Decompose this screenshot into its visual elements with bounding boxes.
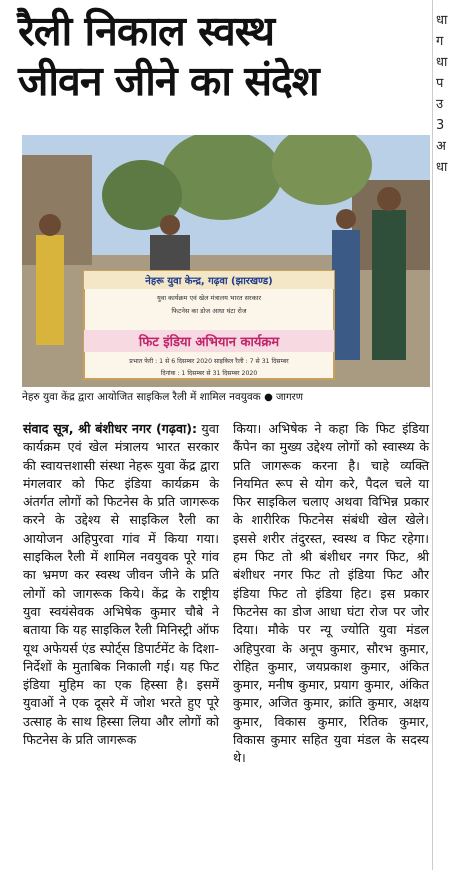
banner-title: फिट इंडिया अभियान कार्यक्रम: [138, 335, 280, 350]
banner-dates: प्रभात फेरी : 1 से 6 दिसम्बर 2020 साइकिल रैली : 7 से 31 दिसम्बर: [129, 358, 289, 365]
photo-credit: ● जागरण: [264, 392, 303, 403]
adjacent-glyph: प: [436, 76, 444, 91]
banner-sub2: फिटनेस का डोज आधा घंटा रोज: [171, 307, 247, 315]
article-column-right: [233, 420, 429, 768]
photo-caption: [22, 389, 432, 404]
adjacent-glyph: उ: [436, 97, 444, 112]
adjacent-glyph: 3: [436, 118, 445, 133]
adjacent-glyph: ग: [436, 34, 444, 49]
headline-line-1: रैली निकाल स्वस्थ: [18, 7, 275, 55]
column-divider: [432, 0, 433, 870]
headline-line-2: जीवन जीने का संदेश: [18, 57, 319, 105]
caption-text: नेहरु युवा केंद्र द्वारा आयोजित साइकिल रैली में शामिल नवयुवक: [22, 391, 261, 403]
adjacent-glyph: धा: [436, 160, 448, 175]
left-body-text: युवा कार्यक्रम एवं खेल मंत्रालय भारत सरकार की स्वायत्तशासी संस्था नेहरू युवा केंद्र द्वारा मंगलवार को फिट इंडिया कार्यक्रम के अंतर्गत लोगों को फिटनेस के प्रति जागरूक करने के उद्देश्य से साइकिल रैली का आयोजन अहिपुरवा गांव में किया गया। साइकिल रैली में शामिल नवयुवक पूरे गांव का भ्रमण कर स्वस्थ जीवन जीने के प्रति लोगों को जागरूक किये। केंद्र के राष्ट्रीय युवा स्वयंसेवक अभिषेक कुमार चौबे ने बताया कि यह साइकिल रैली मिनिस्ट्री ऑफ यूथ अफेयर्स एंड स्पोर्ट्स डिपार्टमेंट के दिशा-निर्देशों के मुताबिक निकाली गई। यह फिट इंडिया मुहिम का एक हिस्सा है। इसमें युवाओं ने एक दूसरे में जोश भरते हुए पूरे उत्साह के साथ हिस्सा लिया और लोगों को फिटनेस के प्रति जागरूक: [23, 421, 219, 748]
news-photo: [22, 135, 430, 387]
banner-org: नेहरू युवा केन्द्र, गढ़वा (झारखण्ड): [145, 276, 273, 287]
adjacent-glyph: धा: [436, 55, 448, 70]
banner-footer: दिनांक : 1 दिसम्बर से 31 दिसम्बर 2020: [160, 370, 258, 377]
photo-illustration: [22, 135, 430, 387]
banner-sub1: युवा कार्यक्रम एवं खेल मंत्रालय भारत सरकार: [156, 294, 262, 302]
adjacent-column-fragment: [436, 10, 452, 178]
dateline: संवाद सूत्र, श्री बंशीधर नगर (गढ़वा):: [23, 421, 197, 436]
article-column-left: [23, 420, 219, 749]
right-body-text: किया। अभिषेक ने कहा कि फिट इंडिया कैंपेन का मुख्य उद्देश्य लोगों को स्वास्थ्य के प्रति जागरूक करना है। चाहे व्यक्ति नियमित रूप से योग करे, पैदल चले या फिर साइकिल चलाए अथवा विभिन्न प्रकार के शारीरिक फिटनेस संबंधी खेल खेले। इससे शरीर तंदुरस्त, स्वस्थ व फिट रहेगा। हम फिट तो श्री बंशीधर नगर फिट, श्री बंशीधर नगर फिट तो इंडिया फिट और इंडिया फिट तो इंडिया हिट। इस प्रकार फिटनेस का डोज आधा घंटा रोज पर जोर दिया। मौके पर न्यू ज्योति युवा मंडल अहिपुरवा के अनूप कुमार, सौरभ कुमार, रोहित कुमार, जयप्रकाश कुमार, अंकित कुमार, मनीष कुमार, प्रयाग कुमार, अंकित कुमार, अजित कुमार, क्रांति कुमार, अक्षय कुमार, विकास कुमार, रितिक कुमार, विकास कुमार सहित युवा मंडल के सदस्य थे।: [233, 421, 429, 766]
headline: [18, 6, 418, 106]
adjacent-glyph: अ: [436, 139, 446, 154]
adjacent-glyph: धा: [436, 13, 448, 28]
